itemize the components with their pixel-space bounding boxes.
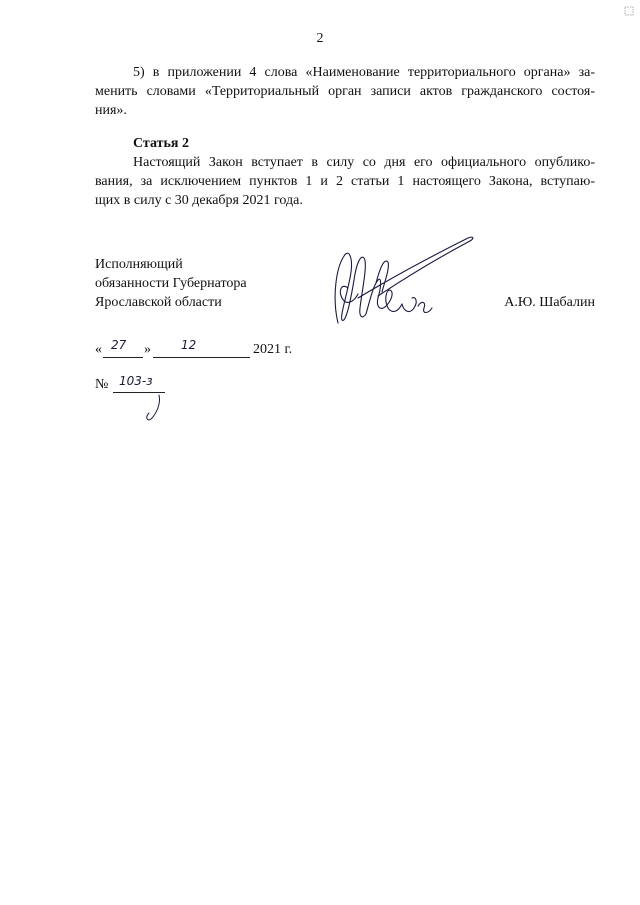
signer-title-line: Исполняющий bbox=[95, 257, 183, 272]
law-number-value: 103-з bbox=[119, 374, 153, 388]
signer-title bbox=[95, 255, 247, 312]
date-open-quote: « bbox=[95, 342, 102, 357]
month-underline bbox=[153, 357, 250, 358]
article-line: Настоящий Закон вступает в силу со дня его официального опублико- bbox=[133, 155, 595, 170]
signer-title-line: Ярославской области bbox=[95, 295, 222, 310]
date-year: 2021 г. bbox=[253, 342, 293, 357]
corner-mark-icon bbox=[624, 6, 634, 16]
signer-name: А.Ю. Шабалин bbox=[504, 295, 595, 310]
day-underline bbox=[103, 357, 143, 358]
date-month: 12 bbox=[181, 338, 197, 352]
law-number bbox=[95, 375, 205, 425]
signing-date bbox=[95, 339, 315, 361]
date-close-quote: » bbox=[144, 342, 151, 357]
number-sign: № bbox=[95, 377, 109, 392]
page-number: 2 bbox=[316, 31, 324, 46]
article-2 bbox=[95, 134, 595, 210]
article-line: вания, за исключением пунктов 1 и 2 статьи 1 настоящего Закона, вступаю- bbox=[95, 174, 595, 189]
date-day: 27 bbox=[111, 338, 127, 352]
amendment-line: 5) в приложении 4 слова «Наименование территориального органа» за- bbox=[133, 65, 595, 80]
amendment-line: менить словами «Территориальный орган записи актов гражданского состоя- bbox=[95, 84, 595, 99]
number-flourish-icon bbox=[143, 393, 167, 423]
handwritten-signature bbox=[318, 228, 483, 333]
amendment-paragraph bbox=[95, 63, 595, 120]
amendment-line: ния». bbox=[95, 103, 127, 118]
article-line: щих в силу с 30 декабря 2021 года. bbox=[95, 193, 303, 208]
signer-title-line: обязанности Губернатора bbox=[95, 276, 247, 291]
article-heading: Статья 2 bbox=[133, 136, 189, 151]
